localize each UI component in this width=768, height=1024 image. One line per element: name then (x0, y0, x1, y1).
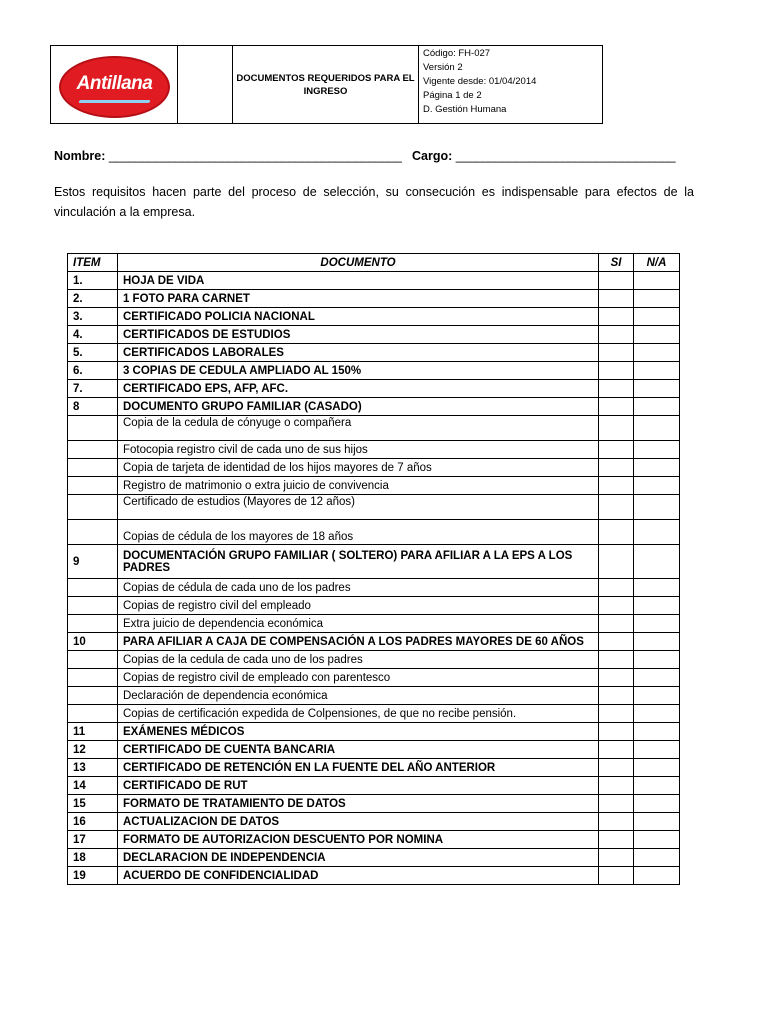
table-row (68, 441, 680, 459)
row-item-number: 6. (68, 362, 118, 380)
row-si-checkbox[interactable] (599, 867, 634, 885)
row-item-number (68, 520, 118, 545)
row-document-name: DECLARACION DE INDEPENDENCIA (117, 849, 598, 867)
row-document-name: HOJA DE VIDA (117, 272, 598, 290)
row-si-checkbox[interactable] (599, 272, 634, 290)
row-item-number: 18 (68, 849, 118, 867)
row-si-checkbox[interactable] (599, 849, 634, 867)
row-item-number: 15 (68, 795, 118, 813)
row-item-number: 14 (68, 777, 118, 795)
table-row (68, 633, 680, 651)
row-item-number (68, 615, 118, 633)
logo-text: Antillana (76, 73, 153, 94)
row-si-checkbox[interactable] (599, 579, 634, 597)
row-document-name: Copias de registro civil del empleado (117, 597, 598, 615)
row-na-checkbox[interactable] (634, 520, 680, 545)
table-row (68, 326, 680, 344)
row-na-checkbox[interactable] (634, 380, 680, 398)
table-row (68, 308, 680, 326)
row-na-checkbox[interactable] (634, 777, 680, 795)
row-item-number: 9 (68, 545, 118, 579)
col-header-na: N/A (634, 254, 680, 272)
row-na-checkbox[interactable] (634, 759, 680, 777)
col-header-item: ITEM (68, 254, 118, 272)
row-si-checkbox[interactable] (599, 441, 634, 459)
row-si-checkbox[interactable] (599, 705, 634, 723)
nombre-field[interactable]: ____________________________________________ (108, 149, 402, 163)
meta-pagina: Página 1 de 2 (423, 90, 482, 101)
table-row (68, 398, 680, 416)
row-item-number: 17 (68, 831, 118, 849)
nombre-label: Nombre: (54, 149, 106, 163)
row-na-checkbox[interactable] (634, 813, 680, 831)
row-document-name: Extra juicio de dependencia económica (117, 615, 598, 633)
row-item-number: 5. (68, 344, 118, 362)
row-document-name: DOCUMENTO GRUPO FAMILIAR (CASADO) (117, 398, 598, 416)
row-na-checkbox[interactable] (634, 651, 680, 669)
col-header-si: SI (599, 254, 634, 272)
table-row (68, 344, 680, 362)
row-si-checkbox[interactable] (599, 380, 634, 398)
table-row (68, 777, 680, 795)
table-row (68, 477, 680, 495)
row-document-name: DOCUMENTACIÓN GRUPO FAMILIAR ( SOLTERO) PARA AFILIAR A LA EPS A LOS PADRES (117, 545, 598, 579)
document-header (50, 45, 603, 124)
row-si-checkbox[interactable] (599, 651, 634, 669)
table-header-row (68, 254, 680, 272)
table-row (68, 651, 680, 669)
row-na-checkbox[interactable] (634, 615, 680, 633)
row-si-checkbox[interactable] (599, 290, 634, 308)
row-si-checkbox[interactable] (599, 459, 634, 477)
row-si-checkbox[interactable] (599, 615, 634, 633)
documents-table (67, 253, 680, 885)
row-si-checkbox[interactable] (599, 597, 634, 615)
row-na-checkbox[interactable] (634, 344, 680, 362)
table-row (68, 597, 680, 615)
row-item-number (68, 705, 118, 723)
row-item-number: 7. (68, 380, 118, 398)
row-na-checkbox[interactable] (634, 459, 680, 477)
row-na-checkbox[interactable] (634, 669, 680, 687)
row-si-checkbox[interactable] (599, 416, 634, 441)
row-si-checkbox[interactable] (599, 520, 634, 545)
row-si-checkbox[interactable] (599, 669, 634, 687)
row-item-number: 13 (68, 759, 118, 777)
row-item-number (68, 651, 118, 669)
row-item-number (68, 687, 118, 705)
row-document-name: CERTIFICADOS DE ESTUDIOS (117, 326, 598, 344)
table-row (68, 380, 680, 398)
row-na-checkbox[interactable] (634, 867, 680, 885)
row-item-number (68, 597, 118, 615)
row-document-name: Declaración de dependencia económica (117, 687, 598, 705)
table-row (68, 831, 680, 849)
table-row (68, 867, 680, 885)
row-document-name: 3 COPIAS DE CEDULA AMPLIADO AL 150% (117, 362, 598, 380)
row-item-number (68, 669, 118, 687)
table-row (68, 687, 680, 705)
table-row (68, 495, 680, 520)
name-cargo-line (54, 149, 675, 163)
row-si-checkbox[interactable] (599, 741, 634, 759)
row-si-checkbox[interactable] (599, 398, 634, 416)
row-document-name: ACTUALIZACION DE DATOS (117, 813, 598, 831)
row-na-checkbox[interactable] (634, 272, 680, 290)
row-document-name: Certificado de estudios (Mayores de 12 años) (117, 495, 598, 520)
row-na-checkbox[interactable] (634, 441, 680, 459)
table-row (68, 723, 680, 741)
row-document-name: CERTIFICADO EPS, AFP, AFC. (117, 380, 598, 398)
row-na-checkbox[interactable] (634, 741, 680, 759)
row-document-name: FORMATO DE TRATAMIENTO DE DATOS (117, 795, 598, 813)
row-item-number: 4. (68, 326, 118, 344)
row-document-name: Copias de registro civil de empleado con parentesco (117, 669, 598, 687)
row-item-number: 1. (68, 272, 118, 290)
row-si-checkbox[interactable] (599, 633, 634, 651)
cargo-label: Cargo: (412, 149, 453, 163)
row-na-checkbox[interactable] (634, 687, 680, 705)
row-item-number: 16 (68, 813, 118, 831)
table-row (68, 669, 680, 687)
row-si-checkbox[interactable] (599, 759, 634, 777)
row-si-checkbox[interactable] (599, 545, 634, 579)
logo-cell (51, 46, 178, 123)
row-item-number: 19 (68, 867, 118, 885)
row-na-checkbox[interactable] (634, 545, 680, 579)
row-na-checkbox[interactable] (634, 477, 680, 495)
row-si-checkbox[interactable] (599, 777, 634, 795)
row-item-number: 8 (68, 398, 118, 416)
row-item-number: 11 (68, 723, 118, 741)
row-document-name: 1 FOTO PARA CARNET (117, 290, 598, 308)
table-row (68, 615, 680, 633)
row-document-name: CERTIFICADOS LABORALES (117, 344, 598, 362)
table-row (68, 849, 680, 867)
col-header-documento: DOCUMENTO (117, 254, 598, 272)
header-spacer-cell (178, 46, 233, 123)
row-document-name: PARA AFILIAR A CAJA DE COMPENSACIÓN A LOS PADRES MAYORES DE 60 AÑOS (117, 633, 598, 651)
row-item-number: 3. (68, 308, 118, 326)
row-document-name: CERTIFICADO DE RUT (117, 777, 598, 795)
row-item-number: 10 (68, 633, 118, 651)
row-document-name: Copias de cédula de cada uno de los padres (117, 579, 598, 597)
row-item-number (68, 459, 118, 477)
table-row (68, 362, 680, 380)
logo-wave-icon (78, 100, 150, 103)
row-item-number (68, 495, 118, 520)
row-item-number (68, 416, 118, 441)
row-document-name: Registro de matrimonio o extra juicio de convivencia (117, 477, 598, 495)
row-document-name: ACUERDO DE CONFIDENCIALIDAD (117, 867, 598, 885)
row-na-checkbox[interactable] (634, 326, 680, 344)
row-document-name: Fotocopia registro civil de cada uno de sus hijos (117, 441, 598, 459)
table-row (68, 545, 680, 579)
row-si-checkbox[interactable] (599, 495, 634, 520)
row-na-checkbox[interactable] (634, 495, 680, 520)
row-document-name: CERTIFICADO DE CUENTA BANCARIA (117, 741, 598, 759)
document-title-line-2: INGRESO (303, 85, 348, 97)
document-title-line-1: DOCUMENTOS REQUERIDOS PARA EL (236, 72, 415, 84)
cargo-field[interactable]: _________________________________ (455, 149, 676, 163)
row-item-number: 2. (68, 290, 118, 308)
row-document-name: Copia de tarjeta de identidad de los hijos mayores de 7 años (117, 459, 598, 477)
table-row (68, 705, 680, 723)
meta-codigo: Código: FH-027 (423, 48, 491, 59)
row-na-checkbox[interactable] (634, 416, 680, 441)
meta-departamento: D. Gestión Humana (423, 104, 507, 115)
table-row (68, 813, 680, 831)
table-row (68, 741, 680, 759)
table-row (68, 290, 680, 308)
row-document-name: Copias de cédula de los mayores de 18 años (117, 520, 598, 545)
row-na-checkbox[interactable] (634, 633, 680, 651)
document-meta (419, 46, 602, 123)
row-na-checkbox[interactable] (634, 831, 680, 849)
table-row (68, 459, 680, 477)
row-na-checkbox[interactable] (634, 849, 680, 867)
row-na-checkbox[interactable] (634, 362, 680, 380)
row-si-checkbox[interactable] (599, 813, 634, 831)
row-na-checkbox[interactable] (634, 398, 680, 416)
table-row (68, 416, 680, 441)
row-si-checkbox[interactable] (599, 344, 634, 362)
table-row (68, 795, 680, 813)
row-na-checkbox[interactable] (634, 579, 680, 597)
table-row (68, 759, 680, 777)
row-item-number (68, 579, 118, 597)
row-si-checkbox[interactable] (599, 362, 634, 380)
row-na-checkbox[interactable] (634, 795, 680, 813)
row-document-name: CERTIFICADO POLICIA NACIONAL (117, 308, 598, 326)
table-row (68, 272, 680, 290)
table-row (68, 520, 680, 545)
row-document-name: Copias de la cedula de cada uno de los padres (117, 651, 598, 669)
row-si-checkbox[interactable] (599, 326, 634, 344)
row-na-checkbox[interactable] (634, 705, 680, 723)
row-si-checkbox[interactable] (599, 795, 634, 813)
row-si-checkbox[interactable] (599, 723, 634, 741)
row-document-name: EXÁMENES MÉDICOS (117, 723, 598, 741)
row-na-checkbox[interactable] (634, 308, 680, 326)
meta-vigente: Vigente desde: 01/04/2014 (423, 76, 537, 87)
row-si-checkbox[interactable] (599, 308, 634, 326)
row-na-checkbox[interactable] (634, 290, 680, 308)
meta-version: Versión 2 (423, 62, 463, 73)
row-si-checkbox[interactable] (599, 831, 634, 849)
row-na-checkbox[interactable] (634, 723, 680, 741)
row-si-checkbox[interactable] (599, 687, 634, 705)
intro-paragraph: Estos requisitos hacen parte del proceso de selección, su consecución es indispensable para efectos de la vinculación a la empresa. (54, 185, 694, 219)
antillana-logo (59, 56, 170, 118)
row-item-number (68, 441, 118, 459)
table-row (68, 579, 680, 597)
row-na-checkbox[interactable] (634, 597, 680, 615)
document-title (233, 46, 419, 123)
row-si-checkbox[interactable] (599, 477, 634, 495)
row-document-name: FORMATO DE AUTORIZACION DESCUENTO POR NOMINA (117, 831, 598, 849)
row-document-name: CERTIFICADO DE RETENCIÓN EN LA FUENTE DEL AÑO ANTERIOR (117, 759, 598, 777)
row-document-name: Copia de la cedula de cónyuge o compañera (117, 416, 598, 441)
row-document-name: Copias de certificación expedida de Colpensiones, de que no recibe pensión. (117, 705, 598, 723)
row-item-number (68, 477, 118, 495)
row-item-number: 12 (68, 741, 118, 759)
